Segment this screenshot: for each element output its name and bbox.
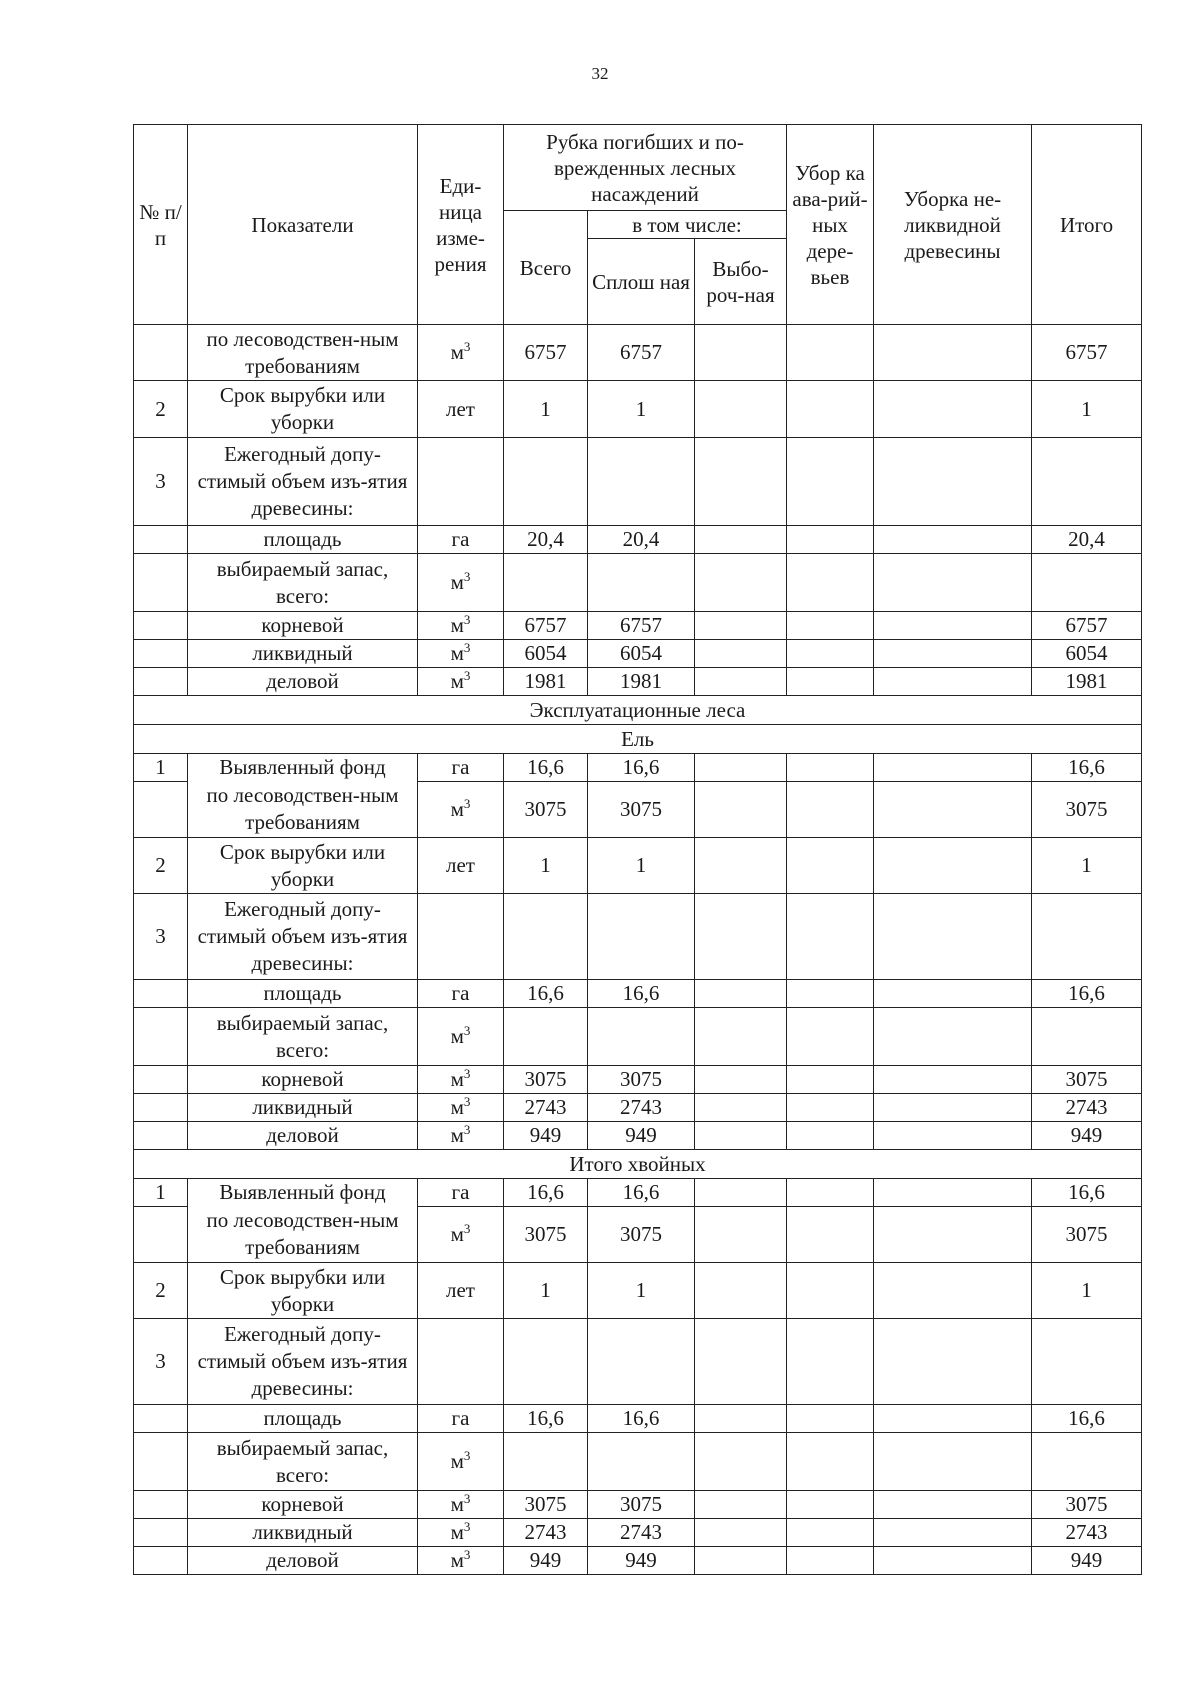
table-cell bbox=[874, 668, 1032, 696]
header-num: № п/п bbox=[134, 125, 188, 325]
table-cell bbox=[874, 1263, 1032, 1319]
table-cell: Ежегодный допу-стимый объем изъ-ятия древесины: bbox=[188, 1319, 418, 1405]
table-cell: Ежегодный допу-стимый объем изъ-ятия древесины: bbox=[188, 894, 418, 980]
table-cell: Выявленный фонд bbox=[188, 754, 418, 782]
table-cell: га bbox=[418, 754, 504, 782]
table-row bbox=[134, 1433, 1142, 1491]
table-cell bbox=[787, 1519, 874, 1547]
table-cell: площадь bbox=[188, 980, 418, 1008]
table-cell bbox=[134, 1207, 188, 1263]
header-unit: Еди-ница изме-рения bbox=[418, 125, 504, 325]
table-row bbox=[134, 1207, 1142, 1263]
table-cell bbox=[134, 1519, 188, 1547]
section-row bbox=[134, 1150, 1142, 1179]
table-cell bbox=[588, 894, 695, 980]
table-cell bbox=[134, 554, 188, 612]
table-cell bbox=[134, 1547, 188, 1575]
table-cell bbox=[418, 1319, 504, 1405]
table-cell: 16,6 bbox=[504, 980, 588, 1008]
table-cell: 1981 bbox=[588, 668, 695, 696]
table-cell: 949 bbox=[1032, 1122, 1142, 1150]
table-cell: $м^3$ bbox=[418, 1207, 504, 1263]
header-felling-group: Рубка погибших и по-врежденных лесных насаждений bbox=[504, 125, 787, 211]
table-cell: 16,6 bbox=[504, 754, 588, 782]
table-cell: 16,6 bbox=[1032, 980, 1142, 1008]
table-cell: $м^3$ bbox=[418, 1066, 504, 1094]
table-cell bbox=[1032, 438, 1142, 526]
table-cell: 6757 bbox=[1032, 325, 1142, 381]
table-cell bbox=[134, 668, 188, 696]
header-including: в том числе: bbox=[588, 211, 787, 239]
table-cell: Срок вырубки или уборки bbox=[188, 1263, 418, 1319]
table-cell bbox=[874, 1094, 1032, 1122]
table-cell: 16,6 bbox=[504, 1179, 588, 1207]
table-cell bbox=[695, 1122, 787, 1150]
table-cell: 1981 bbox=[504, 668, 588, 696]
table-cell bbox=[695, 1094, 787, 1122]
section-row bbox=[134, 696, 1142, 725]
table-cell bbox=[695, 1207, 787, 1263]
table-cell: Выявленный фонд bbox=[188, 1179, 418, 1207]
table-cell bbox=[134, 1008, 188, 1066]
table-cell bbox=[134, 325, 188, 381]
table-cell: 2743 bbox=[588, 1519, 695, 1547]
table-cell: выбираемый запас, всего: bbox=[188, 1008, 418, 1066]
table-cell bbox=[1032, 554, 1142, 612]
table-row bbox=[134, 640, 1142, 668]
table-cell: га bbox=[418, 526, 504, 554]
table-cell bbox=[874, 1519, 1032, 1547]
table-row bbox=[134, 668, 1142, 696]
header-row-1 bbox=[134, 125, 1142, 211]
table-cell bbox=[134, 1066, 188, 1094]
table-cell: 3075 bbox=[1032, 782, 1142, 838]
table-cell bbox=[787, 1179, 874, 1207]
table-cell: по лесоводствен-ным требованиям bbox=[188, 782, 418, 838]
table-cell: 3 bbox=[134, 1319, 188, 1405]
table-cell bbox=[695, 1263, 787, 1319]
table-cell bbox=[695, 438, 787, 526]
table-cell bbox=[787, 438, 874, 526]
table-cell bbox=[874, 640, 1032, 668]
table-cell: 1 bbox=[504, 1263, 588, 1319]
table-cell bbox=[695, 894, 787, 980]
table-cell bbox=[695, 554, 787, 612]
table-cell bbox=[787, 980, 874, 1008]
table-cell bbox=[874, 1433, 1032, 1491]
table-cell bbox=[418, 894, 504, 980]
table-cell: 949 bbox=[1032, 1547, 1142, 1575]
table-row bbox=[134, 526, 1142, 554]
table-row bbox=[134, 782, 1142, 838]
table-cell: площадь bbox=[188, 526, 418, 554]
table-cell bbox=[787, 1433, 874, 1491]
table-row bbox=[134, 1491, 1142, 1519]
table-cell: 6054 bbox=[1032, 640, 1142, 668]
table-cell: 20,4 bbox=[1032, 526, 1142, 554]
table-cell: 20,4 bbox=[588, 526, 695, 554]
table-cell bbox=[1032, 1319, 1142, 1405]
table-cell: выбираемый запас, всего: bbox=[188, 1433, 418, 1491]
table-cell bbox=[695, 612, 787, 640]
table-cell: 6757 bbox=[504, 325, 588, 381]
table-cell bbox=[695, 1179, 787, 1207]
table-row bbox=[134, 838, 1142, 894]
table-cell bbox=[787, 1066, 874, 1094]
table-cell: 949 bbox=[588, 1547, 695, 1575]
table-cell bbox=[874, 325, 1032, 381]
table-cell bbox=[787, 838, 874, 894]
table-row bbox=[134, 1008, 1142, 1066]
table-cell bbox=[695, 526, 787, 554]
table-cell: 3075 bbox=[1032, 1207, 1142, 1263]
table-cell bbox=[787, 1094, 874, 1122]
table-cell: корневой bbox=[188, 612, 418, 640]
table-cell: $м^3$ bbox=[418, 1547, 504, 1575]
table-cell: 16,6 bbox=[588, 1179, 695, 1207]
table-cell bbox=[695, 668, 787, 696]
table-cell bbox=[1032, 1008, 1142, 1066]
table-cell: 2 bbox=[134, 381, 188, 438]
table-cell: деловой bbox=[188, 1547, 418, 1575]
table-cell: выбираемый запас, всего: bbox=[188, 554, 418, 612]
table-cell bbox=[695, 1405, 787, 1433]
table-cell bbox=[787, 1491, 874, 1519]
table-row bbox=[134, 325, 1142, 381]
table-cell: 16,6 bbox=[588, 754, 695, 782]
table-cell bbox=[588, 1433, 695, 1491]
table-cell bbox=[695, 1547, 787, 1575]
table-cell bbox=[874, 1207, 1032, 1263]
table-cell: $м^3$ bbox=[418, 1519, 504, 1547]
table-cell: площадь bbox=[188, 1405, 418, 1433]
table-cell bbox=[787, 668, 874, 696]
table-cell bbox=[874, 980, 1032, 1008]
table-cell: 3075 bbox=[504, 1207, 588, 1263]
table-row bbox=[134, 1066, 1142, 1094]
section-row bbox=[134, 725, 1142, 754]
section-exploitation: Эксплуатационные леса bbox=[134, 696, 1142, 725]
table-cell: 1 bbox=[134, 1179, 188, 1207]
table-cell: 1 bbox=[504, 381, 588, 438]
table-cell bbox=[695, 1491, 787, 1519]
table-cell: 949 bbox=[504, 1547, 588, 1575]
table-cell: 3075 bbox=[504, 1491, 588, 1519]
table-cell bbox=[588, 438, 695, 526]
table-cell bbox=[695, 381, 787, 438]
forest-felling-table bbox=[133, 124, 1142, 1575]
table-cell bbox=[134, 1433, 188, 1491]
table-cell: Срок вырубки или уборки bbox=[188, 381, 418, 438]
table-cell bbox=[787, 894, 874, 980]
table-cell bbox=[134, 526, 188, 554]
table-cell bbox=[695, 1433, 787, 1491]
table-cell: по лесоводствен-ным требованиям bbox=[188, 1207, 418, 1263]
table-row bbox=[134, 980, 1142, 1008]
table-cell bbox=[695, 1008, 787, 1066]
table-cell: 6757 bbox=[588, 612, 695, 640]
table-row bbox=[134, 1405, 1142, 1433]
table-cell: 2 bbox=[134, 1263, 188, 1319]
table-cell bbox=[1032, 894, 1142, 980]
table-cell: 1 bbox=[1032, 381, 1142, 438]
table-cell: 16,6 bbox=[588, 1405, 695, 1433]
table-cell: 16,6 bbox=[588, 980, 695, 1008]
table-cell: 3 bbox=[134, 438, 188, 526]
table-cell bbox=[588, 1008, 695, 1066]
table-cell bbox=[874, 838, 1032, 894]
table-cell bbox=[695, 640, 787, 668]
table-cell: 1 bbox=[504, 838, 588, 894]
table-cell: 6757 bbox=[504, 612, 588, 640]
table-cell: га bbox=[418, 1179, 504, 1207]
table-cell bbox=[134, 782, 188, 838]
table-cell: 949 bbox=[504, 1122, 588, 1150]
table-cell bbox=[787, 325, 874, 381]
table-cell bbox=[695, 838, 787, 894]
table-cell: 1 bbox=[588, 1263, 695, 1319]
table-cell: 2743 bbox=[1032, 1094, 1142, 1122]
header-total: Итого bbox=[1032, 125, 1142, 325]
table-cell: 6757 bbox=[588, 325, 695, 381]
table-cell bbox=[134, 980, 188, 1008]
table-cell bbox=[695, 1066, 787, 1094]
table-cell: лет bbox=[418, 1263, 504, 1319]
table-cell: 2743 bbox=[588, 1094, 695, 1122]
table-cell bbox=[504, 1008, 588, 1066]
table-cell: $м^3$ bbox=[418, 1122, 504, 1150]
table-cell bbox=[695, 325, 787, 381]
table-cell bbox=[134, 1094, 188, 1122]
table-cell bbox=[874, 1491, 1032, 1519]
table-cell bbox=[134, 1405, 188, 1433]
table-cell bbox=[787, 526, 874, 554]
table-cell bbox=[787, 554, 874, 612]
table-cell bbox=[504, 554, 588, 612]
header-indicators: Показатели bbox=[188, 125, 418, 325]
table-cell bbox=[134, 1122, 188, 1150]
table-cell: корневой bbox=[188, 1066, 418, 1094]
table-cell: $м^3$ bbox=[418, 1094, 504, 1122]
table-cell bbox=[695, 782, 787, 838]
table-cell bbox=[874, 894, 1032, 980]
table-row bbox=[134, 381, 1142, 438]
table-cell bbox=[787, 1319, 874, 1405]
table-cell: 2 bbox=[134, 838, 188, 894]
header-selective: Выбо-роч-ная bbox=[695, 239, 787, 325]
table-cell bbox=[874, 1547, 1032, 1575]
table-cell bbox=[874, 438, 1032, 526]
table-cell: ликвидный bbox=[188, 640, 418, 668]
table-cell: 16,6 bbox=[1032, 1405, 1142, 1433]
table-cell bbox=[787, 1207, 874, 1263]
table-row bbox=[134, 1519, 1142, 1547]
table-cell: $м^3$ bbox=[418, 640, 504, 668]
table-cell bbox=[418, 438, 504, 526]
table-cell: 6054 bbox=[588, 640, 695, 668]
table-cell: 2743 bbox=[504, 1519, 588, 1547]
table-cell bbox=[787, 1263, 874, 1319]
table-cell: 3 bbox=[134, 894, 188, 980]
table-cell: корневой bbox=[188, 1491, 418, 1519]
table-cell: 6054 bbox=[504, 640, 588, 668]
table-cell: 1 bbox=[134, 754, 188, 782]
table-cell: 16,6 bbox=[504, 1405, 588, 1433]
table-cell: 16,6 bbox=[1032, 1179, 1142, 1207]
table-row bbox=[134, 1547, 1142, 1575]
table-cell bbox=[874, 381, 1032, 438]
table-cell bbox=[874, 1405, 1032, 1433]
header-nonliquid: Уборка не-ликвидной древесины bbox=[874, 125, 1032, 325]
table-cell: 1 bbox=[588, 838, 695, 894]
table-row bbox=[134, 1319, 1142, 1405]
header-clear: Сплош ная bbox=[588, 239, 695, 325]
table-cell: $м^3$ bbox=[418, 668, 504, 696]
table-cell bbox=[695, 1319, 787, 1405]
header-emergency: Убор ка ава-рий-ных дере-вьев bbox=[787, 125, 874, 325]
table-cell: деловой bbox=[188, 1122, 418, 1150]
table-cell: 3075 bbox=[1032, 1491, 1142, 1519]
table-cell bbox=[695, 754, 787, 782]
table-cell bbox=[874, 754, 1032, 782]
table-cell bbox=[787, 640, 874, 668]
table-cell bbox=[134, 1491, 188, 1519]
table-cell: 20,4 bbox=[504, 526, 588, 554]
table-cell: Ежегодный допу-стимый объем изъ-ятия древесины: bbox=[188, 438, 418, 526]
header-felling-total: Всего bbox=[504, 211, 588, 325]
table-cell: лет bbox=[418, 381, 504, 438]
table-row bbox=[134, 1179, 1142, 1207]
table-cell: 3075 bbox=[588, 782, 695, 838]
table-row bbox=[134, 1122, 1142, 1150]
table-cell bbox=[134, 640, 188, 668]
table-cell: 949 bbox=[588, 1122, 695, 1150]
table-row bbox=[134, 438, 1142, 526]
table-cell bbox=[787, 1008, 874, 1066]
table-cell: га bbox=[418, 1405, 504, 1433]
table-cell: 6757 bbox=[1032, 612, 1142, 640]
table-cell bbox=[1032, 1433, 1142, 1491]
table-cell bbox=[874, 526, 1032, 554]
section-spruce: Ель bbox=[134, 725, 1142, 754]
table-cell bbox=[874, 782, 1032, 838]
table-cell bbox=[787, 1122, 874, 1150]
table-cell: ликвидный bbox=[188, 1519, 418, 1547]
table-cell bbox=[504, 1433, 588, 1491]
table-cell bbox=[787, 1547, 874, 1575]
table-row bbox=[134, 894, 1142, 980]
table-cell bbox=[787, 381, 874, 438]
table-cell: 2743 bbox=[504, 1094, 588, 1122]
table-cell bbox=[588, 554, 695, 612]
table-cell bbox=[134, 612, 188, 640]
table-cell bbox=[787, 782, 874, 838]
table-cell bbox=[874, 554, 1032, 612]
table-cell: $м^3$ bbox=[418, 1433, 504, 1491]
table-row bbox=[134, 1263, 1142, 1319]
table-cell: 1 bbox=[1032, 838, 1142, 894]
table-cell bbox=[874, 1319, 1032, 1405]
table-cell: Срок вырубки или уборки bbox=[188, 838, 418, 894]
table-cell: га bbox=[418, 980, 504, 1008]
section-conifer-total: Итого хвойных bbox=[134, 1150, 1142, 1179]
table-row bbox=[134, 1094, 1142, 1122]
table-cell bbox=[504, 894, 588, 980]
table-cell: $м^3$ bbox=[418, 1008, 504, 1066]
table-cell bbox=[874, 1008, 1032, 1066]
table-cell: $м^3$ bbox=[418, 782, 504, 838]
table-cell: ликвидный bbox=[188, 1094, 418, 1122]
table-cell bbox=[588, 1319, 695, 1405]
table-cell bbox=[874, 612, 1032, 640]
table-cell bbox=[504, 438, 588, 526]
table-cell: 2743 bbox=[1032, 1519, 1142, 1547]
table-cell: 3075 bbox=[1032, 1066, 1142, 1094]
table-row bbox=[134, 612, 1142, 640]
table-cell: 1 bbox=[1032, 1263, 1142, 1319]
table-cell: 3075 bbox=[504, 782, 588, 838]
table-cell bbox=[874, 1122, 1032, 1150]
table-cell: 1 bbox=[588, 381, 695, 438]
table-cell bbox=[695, 1519, 787, 1547]
table-cell bbox=[787, 754, 874, 782]
table-cell: деловой bbox=[188, 668, 418, 696]
table-cell bbox=[874, 1066, 1032, 1094]
label-silvicultural: по лесоводствен-ным требованиям bbox=[188, 325, 418, 381]
table-row bbox=[134, 554, 1142, 612]
table-cell: $м^3$ bbox=[418, 612, 504, 640]
table-cell bbox=[504, 1319, 588, 1405]
table-cell: 1981 bbox=[1032, 668, 1142, 696]
table-cell: 3075 bbox=[504, 1066, 588, 1094]
table-cell: $м^3$ bbox=[418, 1491, 504, 1519]
table-cell bbox=[874, 1179, 1032, 1207]
table-cell: 3075 bbox=[588, 1066, 695, 1094]
table-cell: 3075 bbox=[588, 1207, 695, 1263]
page-number: 32 bbox=[591, 64, 609, 83]
table-cell: лет bbox=[418, 838, 504, 894]
table-cell bbox=[787, 612, 874, 640]
table-cell: 3075 bbox=[588, 1491, 695, 1519]
table-cell: 16,6 bbox=[1032, 754, 1142, 782]
table-cell bbox=[695, 980, 787, 1008]
table-cell bbox=[787, 1405, 874, 1433]
table-row bbox=[134, 754, 1142, 782]
unit-cell: $м^3$ bbox=[418, 325, 504, 381]
table-cell: $м^3$ bbox=[418, 554, 504, 612]
